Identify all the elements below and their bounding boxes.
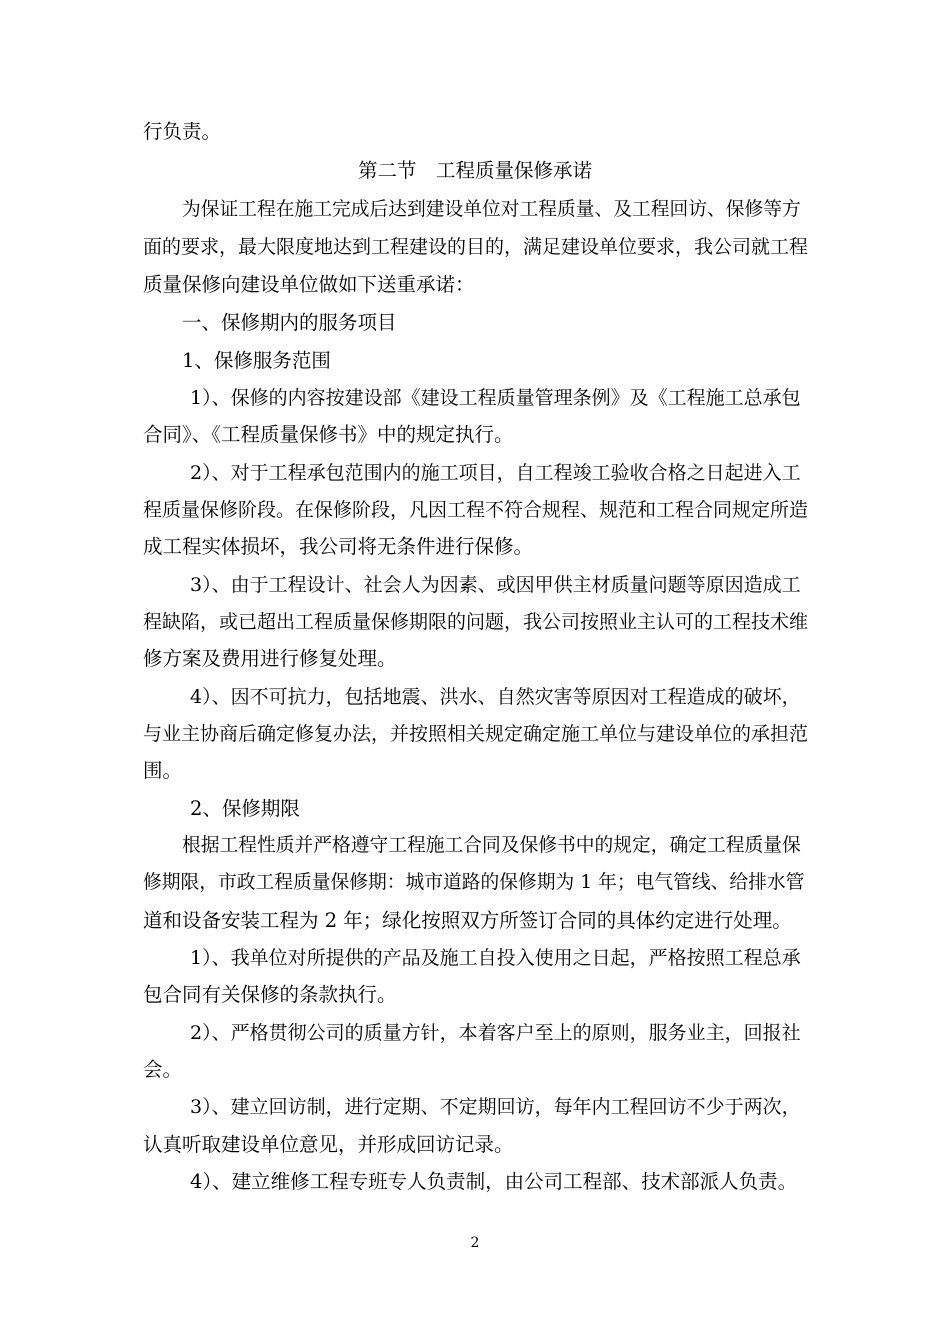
text-line: 一、保修期内的服务项目 [182,311,397,334]
text-line: 2）、对于工程承包范围内的施工项目，自工程竣工验收合格之日起进入工 [190,462,801,484]
text-line: 面的要求，最大限度地达到工程建设的目的，满足建设单位要求，我公司就工程 [143,236,809,258]
text-line: 2）、严格贯彻公司的质量方针，本着客户至上的原则，服务业主，回报社 [190,1022,801,1044]
text-line: 根据工程性质并严格遵守工程施工合同及保修书中的规定，确定工程质量保 [182,835,801,856]
text-line: 4）、建立维修工程专班专人负责制，由公司工程部、技术部派人负责。 [190,1170,798,1193]
text-line: 3）、由于工程设计、社会人为因素、或因甲供主材质量问题等原因造成工 [190,574,801,596]
page-number: 2 [470,1235,480,1251]
text-line: 成工程实体损坏，我公司将无条件进行保修。 [143,535,534,558]
text-line: 3）、建立回访制，进行定期、不定期回访，每年内工程回访不少于两次， [190,1096,801,1118]
text-line: 1）、保修的内容按建设部《建设工程质量管理条例》及《工程施工总承包 [190,387,801,409]
text-line: 合同》、《工程质量保修书》中的规定执行。 [143,423,514,446]
section-heading: 第二节 工程质量保修承诺 [357,159,592,182]
text-line: 道和设备安装工程为 2 年；绿化按照双方所签订合同的具体约定进行处理。 [143,909,792,932]
text-line: 程缺陷，或已超出工程质量保修期限的问题，我公司按照业主认可的工程技术维 [143,611,809,633]
text-line: 包合同有关保修的条款执行。 [143,983,397,1006]
text-line: 1、保修服务范围 [182,349,331,372]
text-line: 围。 [143,759,183,782]
text-line: 修方案及费用进行修复处理。 [143,647,397,670]
text-line: 修期限，市政工程质量保修期：城市道路的保修期为 1 年；电气管线、给排水管 [143,872,805,893]
text-line: 1）、我单位对所提供的产品及施工自投入使用之日起，严格按照工程总承 [190,947,801,969]
text-line: 行负责。 [143,120,222,143]
text-line: 与业主协商后确定修复办法，并按照相关规定确定施工单位与建设单位的承担范 [143,723,809,745]
text-line: 4）、因不可抗力，包括地震、洪水、自然灾害等原因对工程造成的破坏， [190,686,801,708]
text-line: 会。 [143,1058,183,1081]
text-line: 质量保修向建设单位做如下送重承诺： [143,273,475,296]
text-line: 认真听取建设单位意见，并形成回访记录。 [143,1133,514,1156]
text-line: 为保证工程在施工完成后达到建设单位对工程质量、及工程回访、保修等方 [182,199,801,220]
text-line: 2、保修期限 [190,797,300,820]
text-line: 程质量保修阶段。在保修阶段，凡因工程不符合规程、规范和工程合同规定所造 [143,499,809,521]
